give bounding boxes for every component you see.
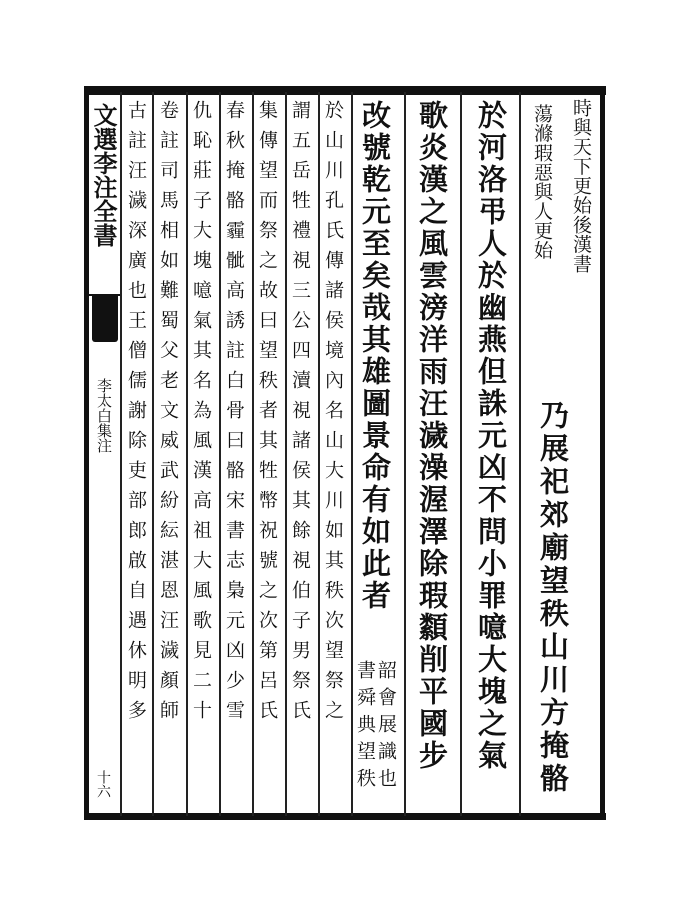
text-column-2: 於河洛弔人於幽燕但誅元凶不問小罪噫大塊之氣 [474,100,508,772]
text-column-11: 古註汪濊深廣也王僧儒謝除吏部郎啟自遇休明多 [125,100,147,730]
column-rule [285,92,287,816]
text-column-1b: 蕩滌瑕惡與人更始 [531,104,553,260]
column-rule [460,92,462,816]
column-rule [219,92,221,816]
frame-right-border [600,86,605,820]
column-rule [519,92,521,816]
column-rule [152,92,154,816]
margin-page-number: 十六 [95,770,111,798]
text-column-4b: 韶會展識也 [375,660,397,795]
text-column-3: 歌炎漢之風雲滂洋雨汪濊澡渥澤除瑕纇削平國步 [415,100,449,772]
text-column-1a: 時與天下更始後漢書 [570,98,592,274]
column-rule [404,92,406,816]
fishtail-mark [92,296,118,342]
text-column-6: 謂五岳牲禮視三公四瀆視諸侯其餘視伯子男祭氏 [289,100,311,730]
frame-top-border [86,86,606,95]
text-column-7: 集傳望而祭之故曰望秩者其牲幣祝號之次第呂氏 [256,100,278,730]
text-column-1c: 乃展祀郊廟望秩山川方掩骼 [536,400,570,796]
text-column-4c: 書舜典望秩 [354,660,376,795]
margin-subtitle: 李太白集注 [95,378,113,453]
text-column-4a: 改號乾元至矣哉其雄圖景命有如此者 [358,100,392,612]
text-column-10: 卷註司馬相如難蜀父老文威武紛紜湛恩汪濊顏師 [157,100,179,730]
column-rule [318,92,320,816]
column-rule [351,92,353,816]
frame-bottom-border [86,813,606,820]
column-rule [252,92,254,816]
text-column-9: 仇恥莊子大塊噫氣其名為風漢高祖大風歌見二十 [190,100,212,730]
margin-title: 文選李注全書 [89,103,118,247]
text-column-8: 春秋掩骼霾骴高誘註白骨曰骼宋書志梟元凶少雪 [223,100,245,730]
column-rule [120,92,122,816]
column-rule [186,92,188,816]
text-column-5: 於山川孔氏傳諸侯境內名山大川如其秩次望祭之 [322,100,344,730]
